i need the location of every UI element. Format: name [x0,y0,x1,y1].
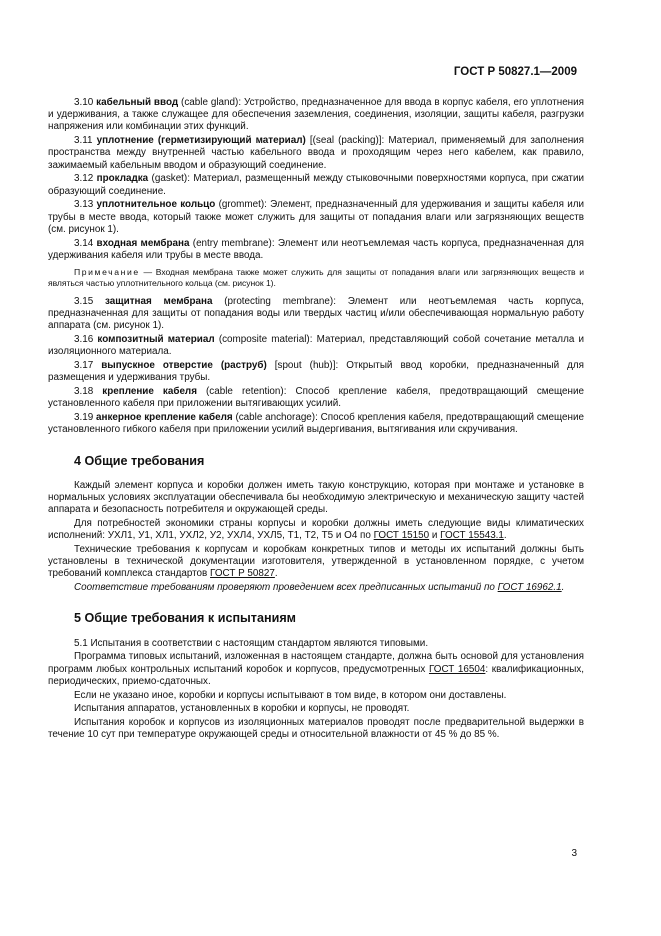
definition-3-19: 3.19 анкерное крепление кабеля (cable anchorage): Способ крепления кабеля, предотвращающий смещение установленного гибкого кабеля при приложении усилий выдергивания, вытягивания или скручивания. [48,412,585,436]
definition-term: уплотнительное кольцо [96,199,216,211]
section-4-paragraph: Для потребностей экономики страны корпусы и коробки должны иметь следующие виды климатических исполнений: УХЛ1, У1, ХЛ1, УХЛ2, У2, УХЛ4, УХЛ5, Т1, Т2, Т5 и О4 по ГОСТ 15150 и ГОСТ 15543.1. [48,518,584,542]
definition-3-18: 3.18 крепление кабеля (cable retention): Способ крепление кабеля, предотвращающий смещение установленного кабеля при приложении вытягивающих усилий. [48,386,585,410]
definition-term: защитная мембрана [105,296,213,308]
note-label: Примечание [74,267,140,278]
definition-3-11: 3.11 уплотнение (герметизирующий материал) [(seal (packing)]: Материал, применяемый для заполнения пространства между внутренней частью кабельного ввода и проходящим через него кабелем, как правило, зажимаемый кабельным вводом и образующий соединение. [48,135,585,171]
definition-3-16: 3.16 композитный материал (composite material): Материал, представляющий собой сочетание металла и изоляционного материала. [48,334,585,358]
definition-3-10: 3.10 кабельный ввод (cable gland): Устройство, предназначенное для ввода в корпус кабеля, его уплотнения и удерживания, а также служащее для обеспечения заземления, соединения, изоляции, защиты кабеля, разгрузки напряжения или комбинации этих функций. [48,97,585,133]
definition-term: крепление кабеля [102,386,197,398]
document-header: ГОСТ Р 50827.1—2009 [453,66,577,78]
section-5-paragraph: Испытания аппаратов, установленных в коробки и корпусы, не проводят. [74,703,410,715]
standard-link[interactable]: ГОСТ Р 50827 [210,568,275,580]
section-4-heading: 4 Общие требования [74,453,205,468]
definition-term: кабельный ввод [96,97,179,108]
section-5-paragraph: 5.1 Испытания в соответствии с настоящим стандартом являются типовыми. [74,637,429,649]
standard-link[interactable]: ГОСТ 16962.1 [497,582,562,594]
definition-3-15: 3.15 защитная мембрана (protecting membrane): Элемент или неотъемлемая часть корпуса, предназначенная для защиты от попадания воды или твердых частиц и/или обеспечивающая нормальную работу аппарата (см. рисунок 1). [48,296,584,332]
section-5-paragraph: Если не указано иное, коробки и корпусы испытывают в том виде, в котором они доставлены. [74,689,507,701]
definition-3-14: 3.14 входная мембрана (entry membrane): Элемент или неотъемлемая часть корпуса, предназначенная для удерживания кабеля или трубы в месте ввода. [48,237,585,261]
standard-link[interactable]: ГОСТ 15150 [373,530,430,542]
page-body [48,97,584,743]
page-number: 3 [571,848,577,859]
note: Примечание — Входная мембрана также может служить для защиты от попадания влаги или загрязняющих веществ и являться частью уплотнительного кольца (см. рисунок 1). [48,267,584,289]
standard-link[interactable]: ГОСТ 16504 [428,663,486,675]
section-4-paragraph: Технические требования к корпусам и коробкам конкретных типов и методы их испытаний должны быть установлены в технической документации изготовителя, утвержденной в установленном порядке, с учетом требований комплекса стандартов ГОСТ Р 50827. [48,544,584,580]
definition-term: выпускное отверстие (раструб) [101,360,267,372]
definition-term: прокладка [96,173,149,185]
definition-term: композитный материал [97,334,215,346]
section-5-heading: 5 Общие требования к испытаниям [74,611,296,626]
definition-term: входная мембрана [96,237,190,249]
definition-term: уплотнение (герметизирующий материал) [96,135,306,147]
definition-3-17: 3.17 выпускное отверстие (раструб) [spout (hub)]: Открытый ввод коробки, предназначенный для размещения и удерживания трубы. [48,360,584,384]
section-5-paragraph: Программа типовых испытаний, изложенная в настоящем стандарте, должна быть основой для установления программ любых контрольных испытаний коробок и корпусов, предусмотренных ГОСТ 16504: квалификационных, периодических, приемо-сдаточных. [48,651,585,687]
section-4-paragraph: Соответствие требованиям проверяют проведением всех предписанных испытаний по ГОСТ 16962.1. [74,582,565,594]
definition-3-13: 3.13 уплотнительное кольцо (grommet): Элемент, предназначенный для удерживания и защиты кабеля или трубы в месте ввода, который также может служить для защиты от попадания влаги или загрязняющих веществ (см. рисунок 1). [48,199,585,235]
section-5-paragraph: Испытания коробок и корпусов из изоляционных материалов проводят после предварительной выдержки в течение 10 сут при температуре окружающей среды и относительной влажности от 45 % до 85 %. [48,717,584,741]
section-4-paragraph: Каждый элемент корпуса и коробки должен иметь такую конструкцию, которая при монтаже и установке в нормальных условиях эксплуатации обеспечивала бы необходимую электрическую и механическую защиту частей аппарата и безопасность потребителя и окружающей среды. [48,479,584,516]
definition-term: анкерное крепление кабеля [96,412,233,424]
standard-link[interactable]: ГОСТ 15543.1 [440,530,504,542]
definition-3-12: 3.12 прокладка (gasket): Материал, размещенный между стыковочными поверхностями корпуса, при сжатии образующий соединение. [48,173,584,197]
